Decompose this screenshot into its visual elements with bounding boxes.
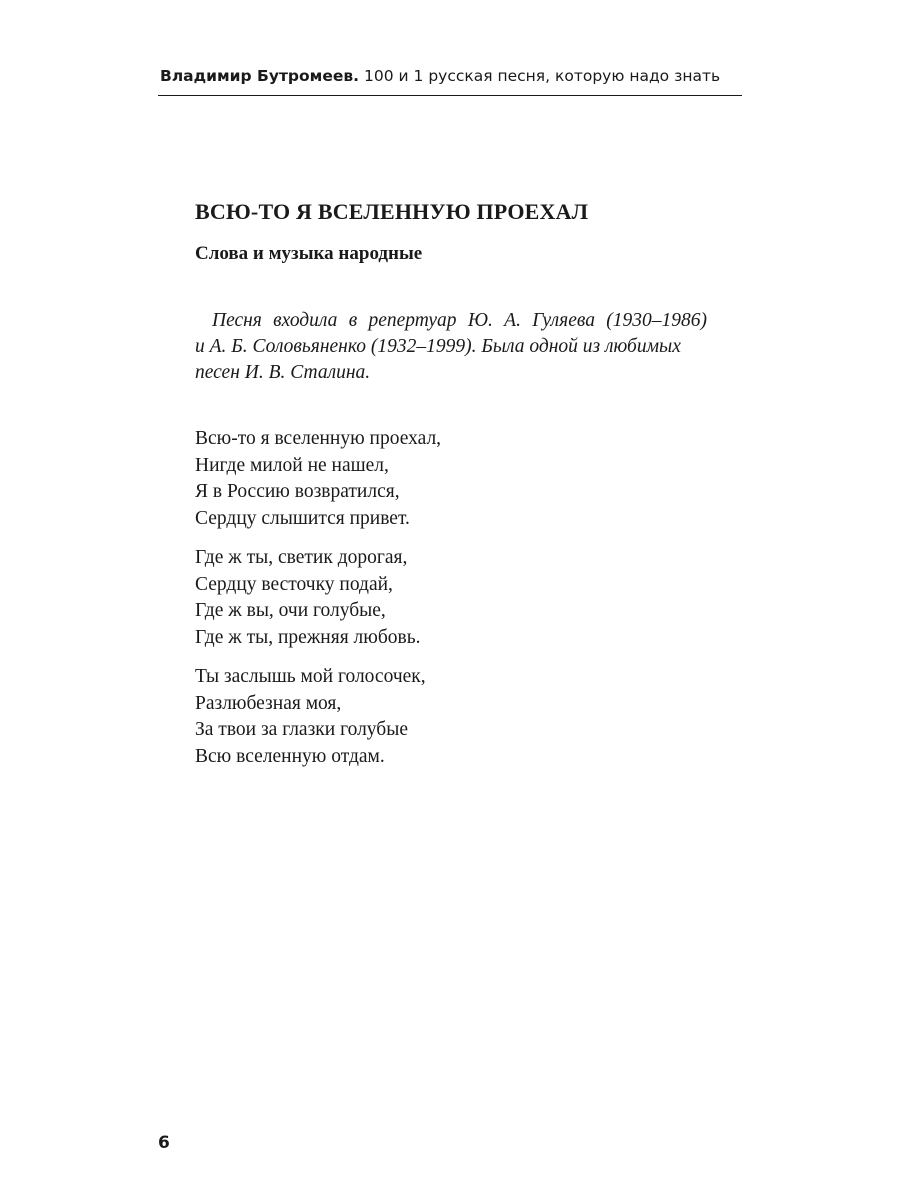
verse-line: Сердцу слышится привет. (195, 507, 410, 529)
verse-line: Разлюбезная моя, (195, 692, 342, 714)
verse-line: Нигде милой не нашел, (195, 454, 389, 476)
page-number: 6 (158, 1133, 170, 1153)
song-note (195, 308, 707, 386)
running-head-book-title: 100 и 1 русская песня, которую надо знать (364, 67, 721, 85)
verse-line: За твои за глазки голубые (195, 719, 408, 740)
verse-line: Сердцу весточку подай, (195, 573, 393, 595)
verse-line: Где ж вы, очи голубые, (195, 600, 386, 621)
note-line: и А. Б. Соловьяненко (1932–1999). Была одной из любимых (195, 336, 681, 357)
note-line: Песня входила в репертуар Ю. А. Гуляева (1930–1986) (212, 310, 707, 331)
verse-line: Я в Россию возвратился, (195, 481, 400, 502)
verse-line: Где ж ты, прежняя любовь. (195, 626, 421, 648)
song-credits: Слова и музыка народные (195, 243, 423, 264)
verse-line: Где ж ты, светик дорогая, (195, 547, 408, 568)
stanza (195, 664, 441, 770)
stanza (195, 545, 441, 651)
song-title: ВСЮ-ТО Я ВСЕЛЕННУЮ ПРОЕХАЛ (195, 199, 589, 224)
running-head (160, 66, 742, 86)
note-line: песен И. В. Сталина. (195, 362, 371, 383)
verse-line: Всю-то я вселенную проехал, (195, 428, 442, 449)
verse-line: Ты заслышь мой голосочек, (195, 666, 426, 687)
running-head-author: Владимир Бутромеев. (160, 67, 360, 85)
header-rule (158, 95, 742, 96)
verse-line: Всю вселенную отдам. (195, 745, 385, 767)
stanza (195, 426, 441, 532)
song-lyrics (195, 426, 441, 783)
